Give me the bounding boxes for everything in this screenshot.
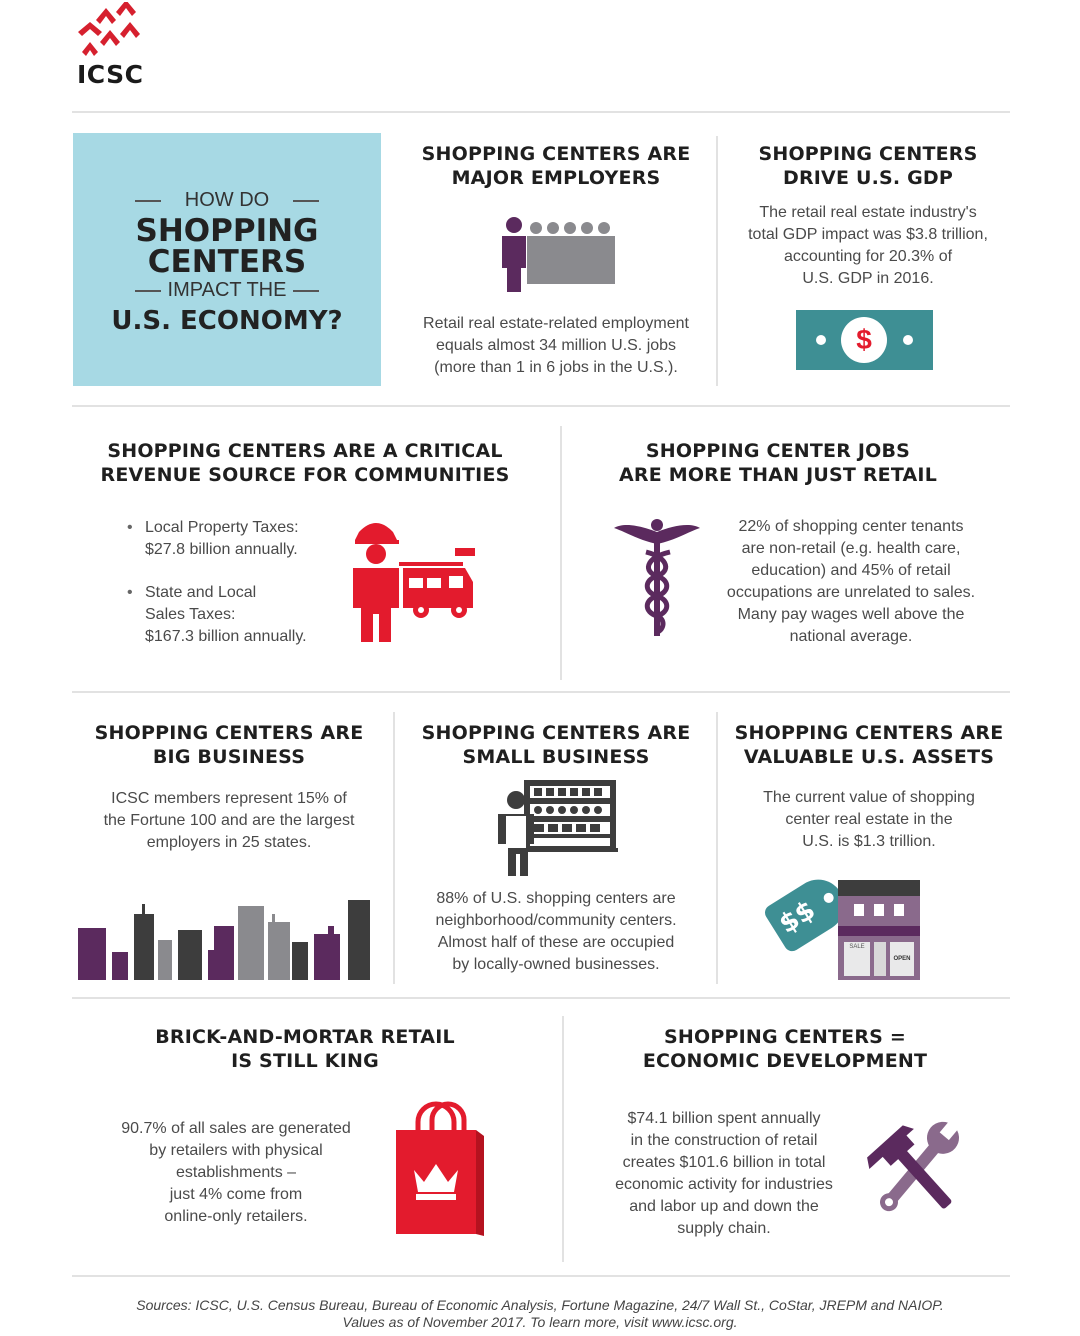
caduceus-icon	[612, 518, 702, 640]
footer-values: Values as of November 2017. To learn more, visit www.icsc.org.	[342, 1314, 738, 1330]
hero-line-2: SHOPPING	[135, 213, 319, 249]
section-text: ICSC members represent 15% of the Fortune 100 and are the largest employers in 25 states.	[103, 790, 355, 851]
icsc-logo-mark	[76, 2, 146, 62]
vdivider-r4	[562, 1016, 564, 1262]
divider-row2	[72, 691, 1010, 693]
section-title: SHOPPING CENTERS ARE A CRITICAL REVENUE SOURCE FOR COMMUNITIES	[100, 440, 510, 486]
section-text: 88% of U.S. shopping centers are neighborhood/community centers. Almost half of these are occupied by locally-owned businesses.	[435, 890, 677, 973]
price-tag-icon: $$	[762, 870, 854, 954]
section-title: SHOPPING CENTERS ARE VALUABLE U.S. ASSETS	[734, 722, 1004, 768]
hero-panel	[73, 133, 381, 386]
divider-row4	[72, 1275, 1010, 1277]
storefront-icon: SALE OPEN	[838, 896, 920, 980]
city-skyline-icon	[76, 900, 374, 982]
section-text: $74.1 billion spent annually in the construction of retail creates $101.6 billion in total economic activity for industries and labor up and down the supply chain.	[615, 1110, 833, 1237]
section-title: SHOPPING CENTER JOBS ARE MORE THAN JUST RETAIL	[618, 440, 938, 486]
revenue-bullets	[127, 517, 327, 669]
divider-row3	[72, 997, 1010, 999]
section-text: 90.7% of all sales are generated by retailers with physical establishments – just 4% come from online-only retailers.	[121, 1120, 351, 1225]
hero-line-4: IMPACT THE	[167, 279, 287, 301]
dollar-sign: $	[841, 317, 887, 363]
divider-row1	[72, 405, 1010, 407]
section-title: SHOPPING CENTERS ARE BIG BUSINESS	[94, 722, 364, 768]
section-title: BRICK-AND-MORTAR RETAIL IS STILL KING	[155, 1026, 455, 1072]
vdivider-r1	[716, 136, 718, 386]
dollar-bill-icon	[796, 310, 933, 370]
section-title: SHOPPING CENTERS ARE MAJOR EMPLOYERS	[421, 143, 691, 189]
vdivider-r3a	[393, 712, 395, 984]
divider-top	[72, 111, 1010, 113]
section-text: The retail real estate industry's total GDP impact was $3.8 trillion, accounting for 20.3% of U.S. GDP in 2016.	[748, 204, 988, 287]
people-icon	[496, 214, 620, 294]
footer-sources: Sources: ICSC, U.S. Census Bureau, Bureau of Economic Analysis, Fortune Magazine, 24/7 Wall St., CoStar, JREPM and NAIOP.	[136, 1297, 944, 1313]
firefighter-truck-icon	[345, 518, 480, 646]
section-text: 22% of shopping center tenants are non-retail (e.g. health care, education) and 45% of retail occupations are unrelated to sales. Many pay wages well above the national average.	[726, 518, 976, 645]
bullet-item: • State and Local Sales Taxes: $167.3 billion annually.	[127, 582, 327, 648]
hero-line-3: CENTERS	[147, 244, 307, 280]
shopping-bag-icon	[392, 1100, 488, 1238]
section-text: Retail real estate-related employment equals almost 34 million U.S. jobs (more than 1 in 6 jobs in the U.S.).	[423, 315, 689, 376]
vdivider-r2	[560, 426, 562, 680]
logo-text: ICSC	[77, 60, 144, 89]
bullet-item: • Local Property Taxes: $27.8 billion annually.	[127, 517, 327, 561]
vdivider-r3b	[716, 712, 718, 984]
store-roof	[838, 880, 920, 896]
hero-line-1: HOW DO	[184, 189, 270, 211]
section-title: SHOPPING CENTERS = ECONOMIC DEVELOPMENT	[642, 1026, 928, 1072]
section-text: The current value of shopping center real estate in the U.S. is $1.3 trillion.	[763, 789, 975, 850]
shopkeeper-icon	[494, 778, 620, 878]
hero-line-5: U.S. ECONOMY?	[111, 306, 343, 336]
section-title: SHOPPING CENTERS DRIVE U.S. GDP	[758, 143, 978, 189]
section-title: SHOPPING CENTERS ARE SMALL BUSINESS	[421, 722, 691, 768]
price-tag-storefront-icon	[760, 876, 940, 986]
hammer-wrench-icon	[858, 1120, 974, 1220]
